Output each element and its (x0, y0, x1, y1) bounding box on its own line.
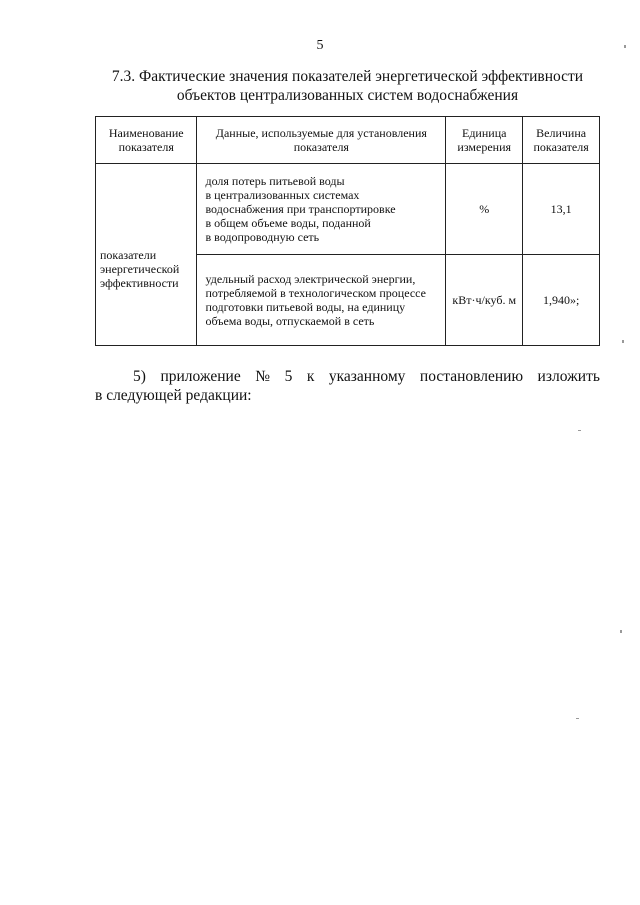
paragraph-word: 5) (133, 368, 146, 385)
row-1-description (197, 164, 446, 255)
scan-speck (620, 630, 622, 633)
group-label-line-1: показатели (100, 247, 157, 262)
group-label-line-3: эффективности (100, 275, 179, 290)
paragraph-word: 5 (284, 368, 293, 385)
header-data (197, 117, 446, 164)
paragraph-word: указанному (328, 368, 406, 385)
group-label-line-2: энергетической (100, 261, 180, 276)
row-1-description-line: водоснабжения при транспортировке (205, 202, 396, 216)
paragraph-line-2: в следующей редакции: (95, 387, 252, 404)
scan-speck (624, 45, 626, 48)
paragraph-word: к (306, 368, 315, 385)
paragraph-word: изложить (537, 368, 600, 385)
group-label-cell (96, 164, 197, 346)
header-unit-line-2: измерения (457, 140, 512, 154)
page-number: 5 (316, 38, 324, 53)
table-row (96, 164, 600, 255)
row-1-description-line: доля потерь питьевой воды (205, 174, 345, 188)
indicators-table (95, 116, 600, 346)
row-2-description (197, 255, 446, 346)
heading-line-2: объектов централизованных систем водоснабжения (176, 87, 519, 104)
paragraph-word: постановлению (419, 368, 524, 385)
row-1-description-line: в водопроводную сеть (205, 230, 320, 244)
scan-speck (576, 718, 579, 719)
row-1-description-line: в централизованных системах (205, 188, 360, 202)
header-value (523, 117, 600, 164)
header-data-line-1: Данные, используемые для установления (215, 126, 427, 140)
row-1-unit: % (446, 164, 523, 255)
row-1-description-line: в общем объеме воды, поданной (205, 216, 371, 230)
scan-speck (578, 430, 581, 431)
header-name-line-1: Наименование (108, 126, 184, 140)
heading-line-1: 7.3. Фактические значения показателей энергетической эффективности (111, 68, 584, 85)
header-unit (446, 117, 523, 164)
row-2-description-line: объема воды, отпускаемой в сеть (205, 314, 375, 328)
header-value-line-1: Величина (536, 126, 587, 140)
table-header-row (96, 117, 600, 164)
row-2-description-line: потребляемой в технологическом процессе (205, 286, 426, 300)
paragraph-line-1 (95, 367, 600, 386)
amendment-paragraph (95, 367, 600, 405)
row-2-unit: кВт·ч/куб. м (446, 255, 523, 346)
row-2-description-line: подготовки питьевой воды, на единицу (205, 300, 406, 314)
section-heading (95, 67, 600, 105)
paragraph-word: № (255, 368, 271, 385)
row-2-value: 1,940»; (523, 255, 600, 346)
paragraph-word: приложение (160, 368, 241, 385)
header-name (96, 117, 197, 164)
row-2-description-line: удельный расход электрической энергии, (205, 272, 416, 286)
header-unit-line-1: Единица (462, 126, 507, 140)
header-value-line-2: показателя (533, 140, 589, 154)
scan-speck (622, 340, 624, 343)
row-1-value: 13,1 (523, 164, 600, 255)
header-name-line-2: показателя (118, 140, 174, 154)
header-data-line-2: показателя (293, 140, 349, 154)
